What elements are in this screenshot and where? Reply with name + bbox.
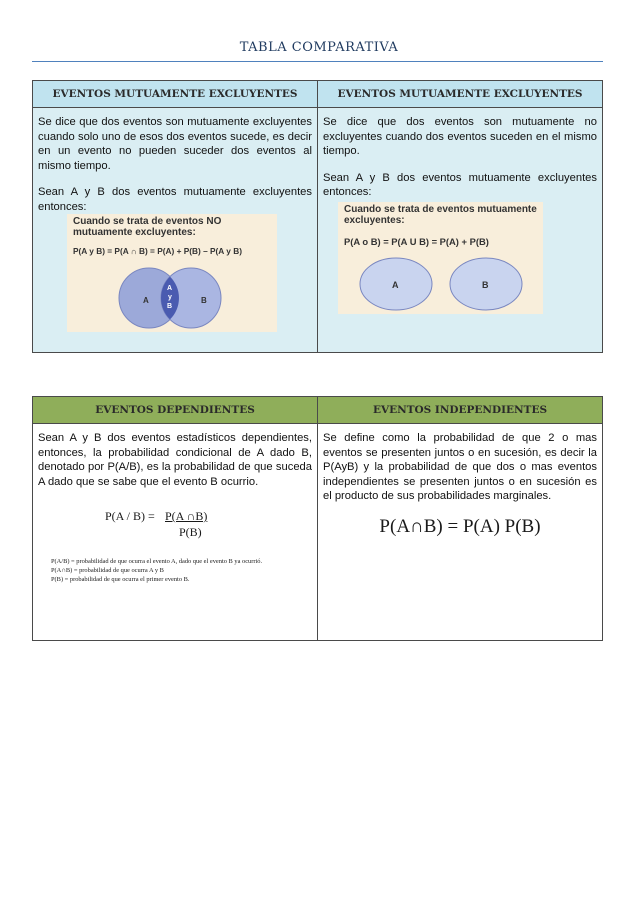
venn-label-b: B [201,296,207,305]
legend-line-2: P(A∩B) = probabilidad de que ocurra A y B [51,567,164,574]
cell-dependent [33,424,318,641]
venn-formula: P(A y B) = P(A ∩ B) = P(A) + P(B) – P(A y B) [73,246,242,256]
venn-exclusive-figure [338,202,543,314]
venn-diagram-overlap [67,262,277,332]
exclusive-left-definition: Se dice que dos eventos son mutuamente excluyentes cuando solo uno de esos dos eventos sucede, es decir en un evento no pueden suceder dos eventos al mismo tiempo. [38,116,312,172]
venn-disjoint-label-a: A [392,279,399,290]
venn-label-mid-b: B [167,303,173,310]
exclusive-left-intro: Sean A y B dos eventos mutuamente excluyentes entonces: [38,186,312,213]
venn-label-mid-y: y [168,294,172,301]
independent-definition: Se define como la probabilidad de que 2 o mas eventos se presenten juntos o en sucesión, es decir la P(AyB) y la probabilidad de que dos o mas eventos independientes se presenten juntos o en sucesión es el producto de sus probabilidades marginales. [323,432,597,502]
legend-line-3: P(B) = probabilidad de que ocurra el primer evento B. [51,576,190,583]
independent-formula: P(A∩B) = P(A) P(B) [379,515,541,537]
exclusive-right-intro: Sean A y B dos eventos mutuamente excluyentes entonces: [323,171,597,198]
conditional-formula-denominator: P(B) [179,525,202,539]
venn-caption: Cuando se trata de eventos NO mutuamente excluyentes: [73,216,222,238]
conditional-formula-lhs: P(A / B) = [105,509,155,523]
venn-exclusive-caption: Cuando se trata de eventos mutuamente excluyentes: [344,203,537,226]
cell-exclusive-left [33,108,318,353]
venn-diagram-disjoint [338,252,543,314]
title-divider [32,61,603,62]
comparison-table-exclusive [32,80,603,353]
comparison-table-dependence [32,396,603,641]
venn-label-mid-a: A [167,285,173,292]
conditional-formula-numerator: P(A ∩B) [165,509,208,523]
page-title: TABLA COMPARATIVA [239,40,399,55]
venn-disjoint-label-b: B [482,279,489,290]
venn-non-exclusive-figure [67,214,277,332]
venn-exclusive-formula: P(A o B) = P(A U B) = P(A) + P(B) [344,235,489,247]
header-independent-events: EVENTOS INDEPENDIENTES [318,397,603,424]
conditional-probability-figure [33,501,317,611]
header-mutually-exclusive-right: EVENTOS MUTUAMENTE EXCLUYENTES [318,81,603,108]
exclusive-right-definition: Se dice que dos eventos son mutuamente no excluyentes cuando dos eventos suceden en el mismo tiempo. [323,116,597,157]
legend-line-1: P(A/B) = probabilidad de que ocurra el evento A, dado que el evento B ya ocurrió. [51,558,263,565]
dependent-definition: Sean A y B dos eventos estadísticos dependientes, entonces, la probabilidad condicional de A dado B, denotado por P(A/B), es la probabilidad de que suceda A dado que se sabe que el evento B ocurrio. [38,432,312,488]
header-dependent-events: EVENTOS DEPENDIENTES [33,397,318,424]
venn-label-a: A [143,296,149,305]
cell-independent [318,424,603,641]
cell-exclusive-right [318,108,603,353]
conditional-formula-legend [51,557,313,584]
header-mutually-exclusive-left: EVENTOS MUTUAMENTE EXCLUYENTES [33,81,318,108]
